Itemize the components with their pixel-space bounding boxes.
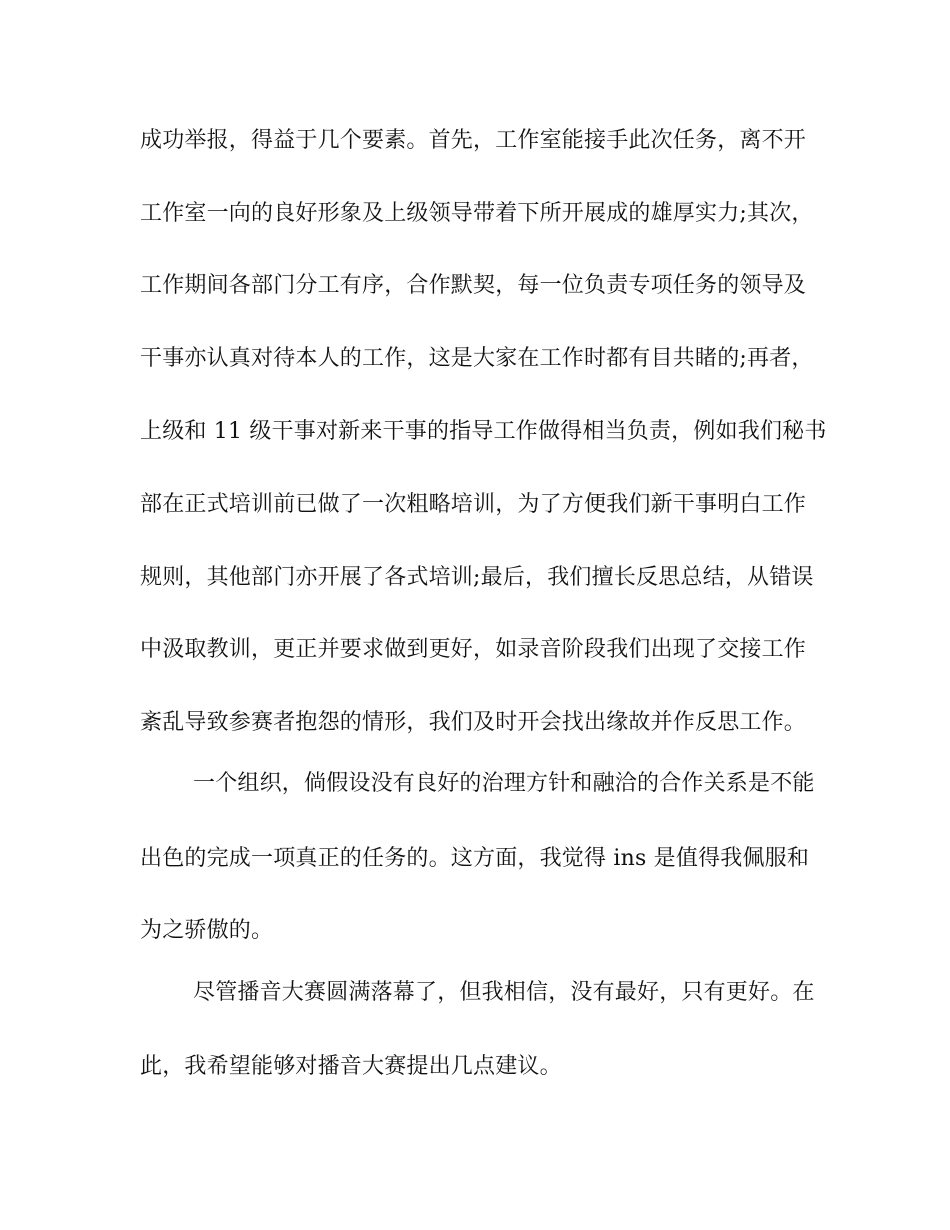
paragraph-line: 为之骄傲的。 xyxy=(140,918,274,943)
paragraph-line: 干事亦认真对待本人的工作，这是大家在工作时都有目共睹的;再者， xyxy=(140,346,814,371)
paragraph-line: 工作室一向的良好形象及上级领导带着下所开展成的雄厚实力;其次， xyxy=(140,201,814,226)
paragraph-line: 上级和 11 级干事对新来干事的指导工作做得相当负责，例如我们秘书 xyxy=(140,419,827,444)
paragraph-line: 紊乱导致参赛者抱怨的情形，我们及时开会找出缘故并作反思工作。 xyxy=(140,710,807,735)
paragraph-line: 部在正式培训前已做了一次粗略培训，为了方便我们新干事明白工作 xyxy=(140,492,807,517)
paragraph-line: 工作期间各部门分工有序，合作默契，每一位负责专项任务的领导及 xyxy=(140,273,807,298)
paragraph-line: 中汲取教训，更正并要求做到更好，如录音阶段我们出现了交接工作 xyxy=(140,637,807,662)
paragraph-line: 此，我希望能够对播音大赛提出几点建议。 xyxy=(140,1054,562,1079)
paragraph-line: 成功举报，得益于几个要素。首先，工作室能接手此次任务，离不开 xyxy=(140,128,807,153)
paragraph-line: 出色的完成一项真正的任务的。这方面，我觉得 ins 是值得我佩服和 xyxy=(140,846,810,871)
paragraph-line: 规则，其他部门亦开展了各式培训;最后，我们擅长反思总结，从错误 xyxy=(140,565,814,590)
paragraph-line: 一个组织，倘假设没有良好的治理方针和融洽的合作关系是不能 xyxy=(193,771,815,796)
paragraph-line: 尽管播音大赛圆满落幕了，但我相信，没有最好，只有更好。在 xyxy=(193,980,815,1005)
